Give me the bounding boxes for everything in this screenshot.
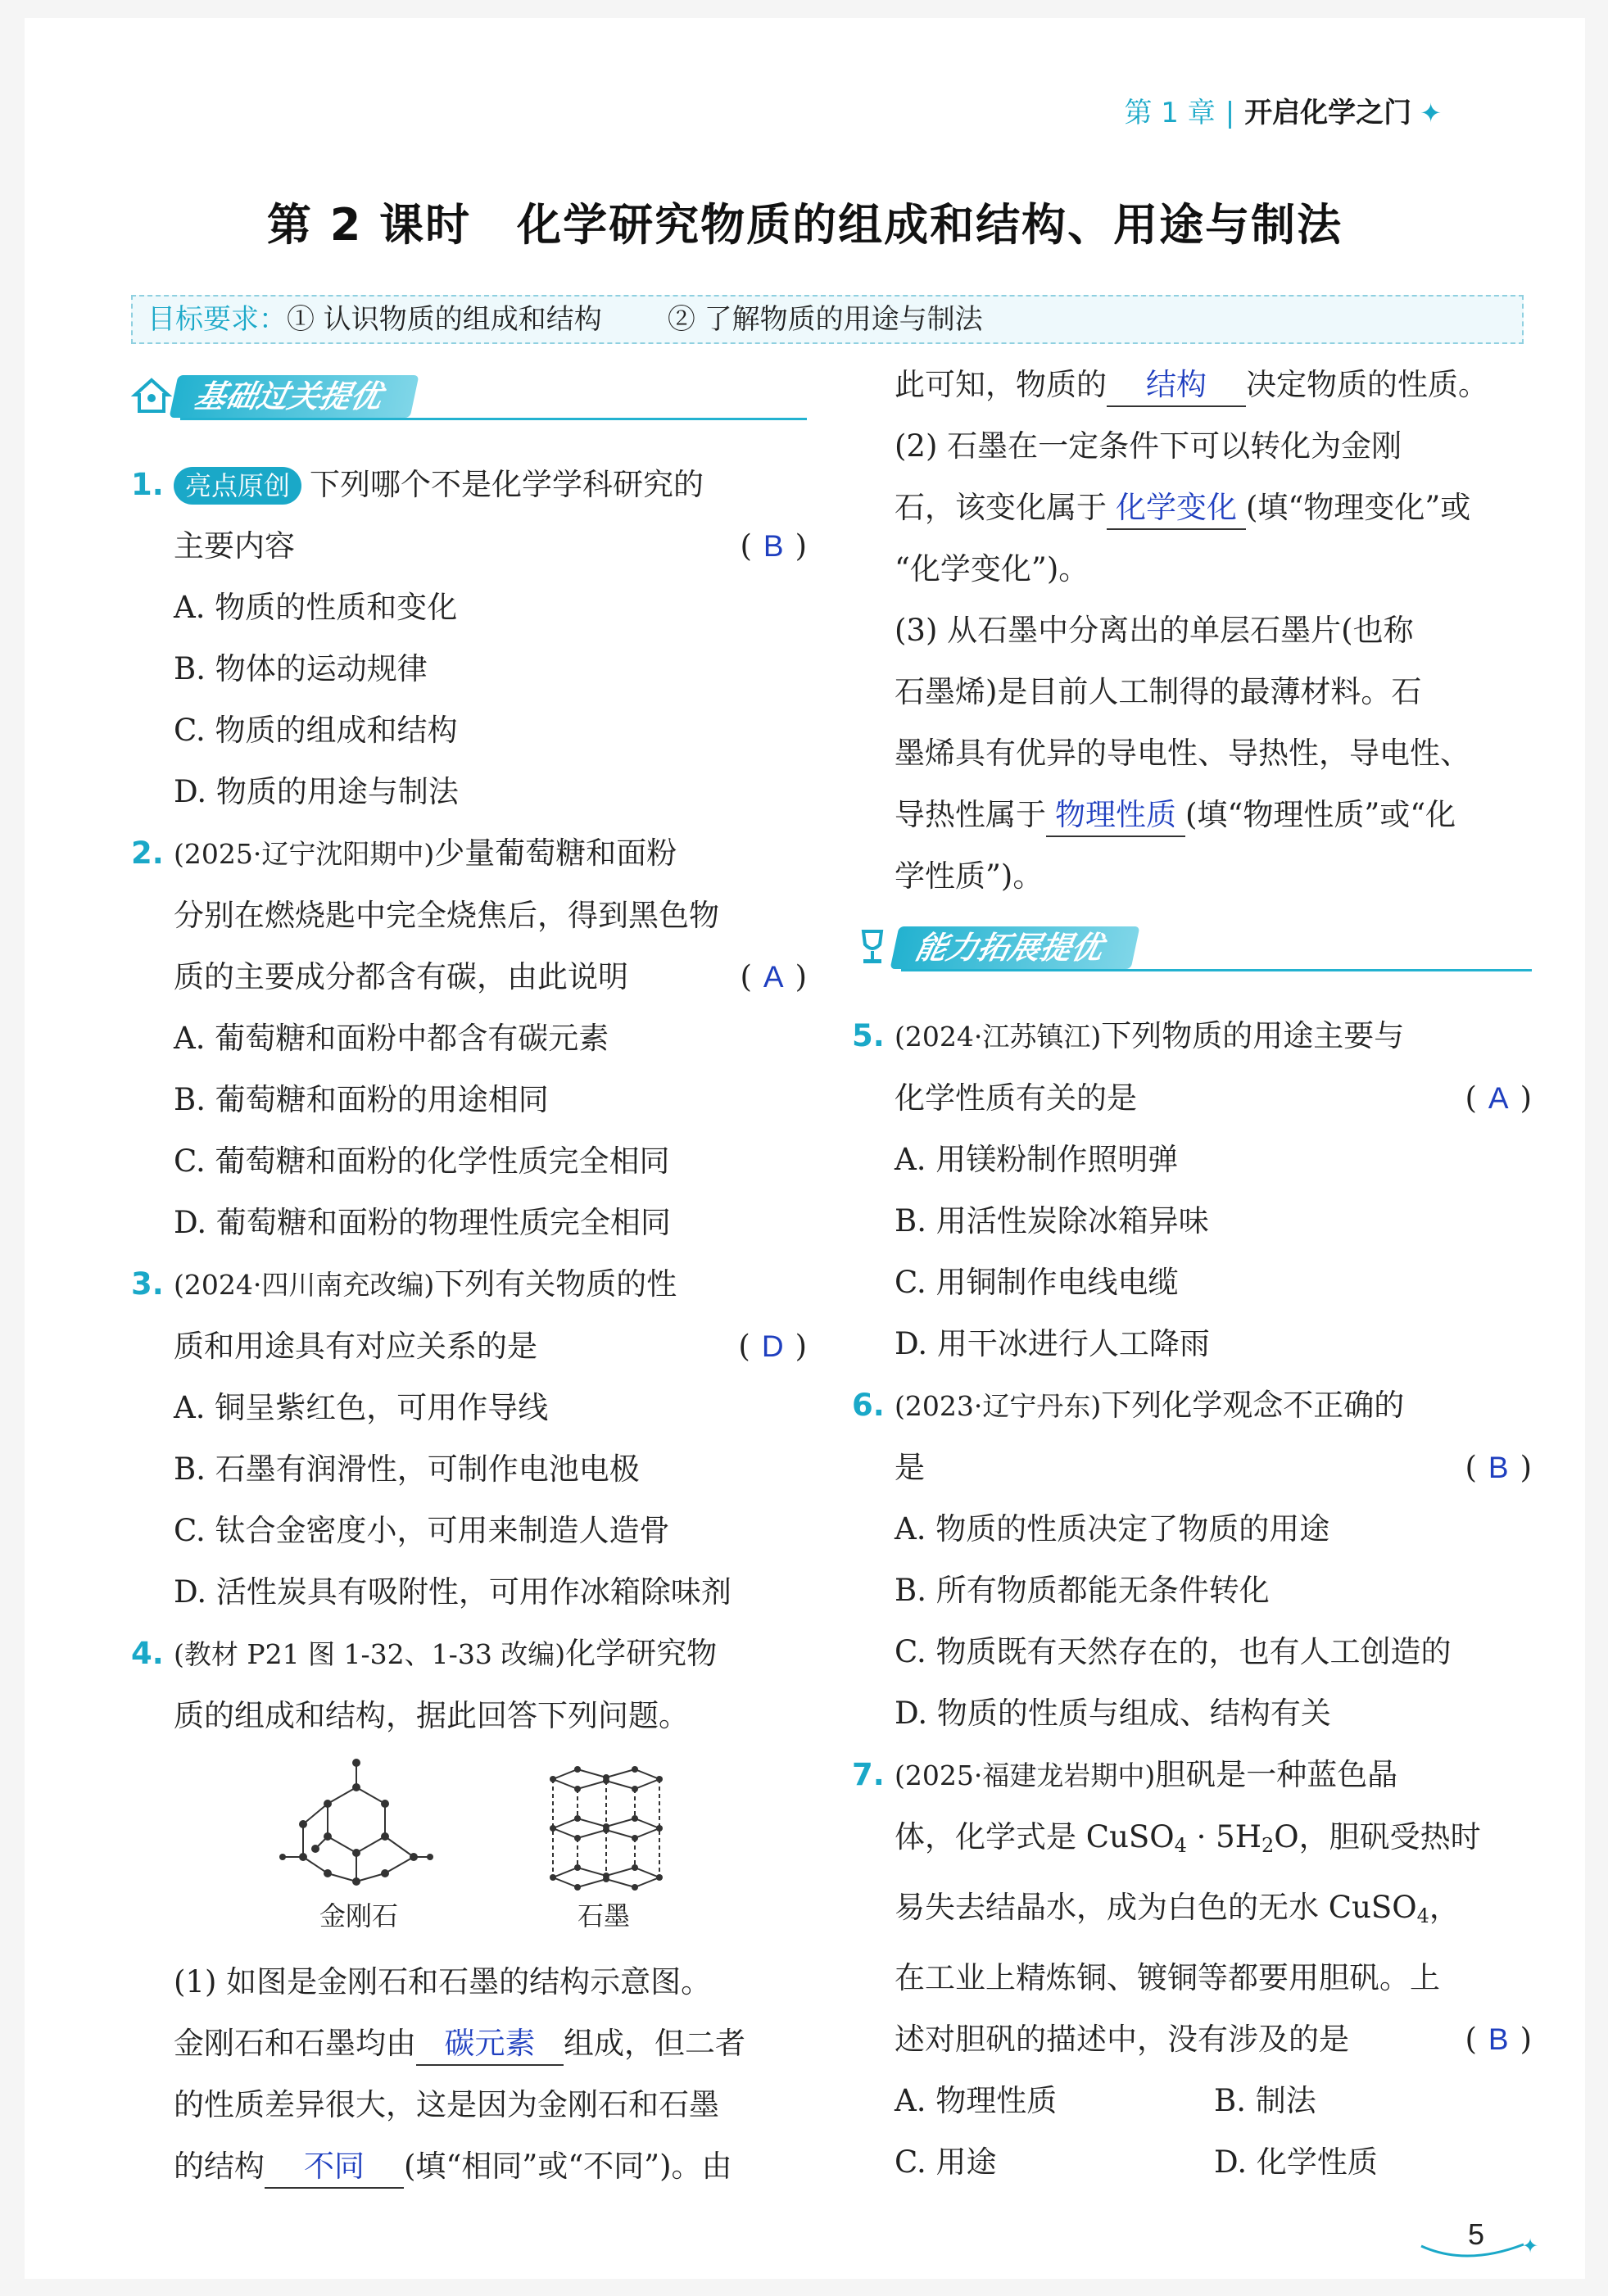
question-2: [131, 822, 807, 1008]
lesson-title: 第 2 课时 化学研究物质的组成和结构、用途与制法: [266, 199, 1343, 251]
section-underline: [901, 969, 1532, 971]
chapter-name: 开启化学之门: [1244, 97, 1412, 129]
answer-blank: 结构: [1107, 365, 1246, 407]
question-text: 墨烯具有优异的导电性、导热性，导电性、: [895, 736, 1470, 771]
text-segment: 金刚石和石墨均由: [174, 2026, 416, 2061]
question-stem: 分别在燃烧匙中完全烧焦后，得到黑色物: [174, 898, 719, 933]
chapter-number: 第 1 章: [1124, 97, 1216, 129]
question-text: 学性质”)。: [895, 858, 1044, 894]
question-stem: 下列哪个不是化学学科研究的: [310, 467, 704, 502]
answer: B: [1488, 1451, 1509, 1484]
text-segment: 此可知，物质的: [895, 367, 1107, 402]
text-segment: 体，化学式是 CuSO: [895, 1819, 1175, 1854]
option: C. 物质既有天然存在的，也有人工创造的: [895, 1634, 1452, 1669]
option: D. 化学性质: [1214, 2144, 1378, 2180]
text-segment: (填“相同”或“不同”)。由: [404, 2149, 732, 2184]
question-stem: 述对胆矾的描述中，没有涉及的是: [895, 2022, 1349, 2057]
answer-blank: 物理性质: [1046, 795, 1185, 837]
section-header-basic: [131, 372, 807, 421]
svg-text:✦: ✦: [1522, 2235, 1539, 2258]
question-text: [852, 354, 1532, 415]
question-stem: 质和用途具有对应关系的是: [174, 1329, 537, 1364]
answer-bracket: ( A ): [1465, 1080, 1532, 1116]
question-text: [852, 784, 1532, 845]
page-number-text: 5: [1468, 2217, 1485, 2251]
answer-bracket: ( B ): [740, 528, 807, 564]
text-segment: 导热性属于: [895, 797, 1046, 832]
question-text: [131, 2013, 807, 2074]
goal-label: 目标要求：: [147, 303, 287, 336]
section-title-advanced: 能力拓展提优: [890, 926, 1139, 969]
answer-bracket: ( B ): [1465, 2022, 1532, 2057]
question-number: 7.: [852, 1757, 885, 1792]
option: B. 制法: [1214, 2083, 1316, 2118]
question-stem: [895, 1877, 1532, 1947]
option: A. 铜呈紫红色，可用作导线: [174, 1390, 549, 1425]
question-stem: 下列有关物质的性: [434, 1266, 677, 1302]
option: A. 物质的性质和变化: [174, 590, 458, 625]
option: D. 用干冰进行人工降雨: [895, 1326, 1210, 1361]
question-number: 2.: [131, 836, 164, 871]
question-text: “化学变化”)。: [895, 551, 1089, 586]
question-text: (1) 如图是金刚石和石墨的结构示意图。: [174, 1964, 712, 1999]
answer-blank: 化学变化: [1107, 487, 1246, 530]
question-source: (2023·辽宁丹东): [895, 1390, 1102, 1422]
text-segment: 易失去结晶水，成为白色的无水 CuSO: [895, 1890, 1417, 1925]
option: C. 钛合金密度小，可用来制造人造骨: [174, 1513, 670, 1548]
goal-item-2: ② 了解物质的用途与制法: [667, 303, 983, 336]
question-stem: 化学性质有关的是: [895, 1080, 1137, 1116]
option: B. 用活性炭除冰箱异味: [895, 1203, 1209, 1239]
answer-bracket: ( A ): [740, 959, 807, 994]
question-7: [852, 1744, 1532, 2070]
goal-item-1: ① 认识物质的组成和结构: [287, 303, 602, 336]
subscript: 2: [1261, 1834, 1275, 1857]
question-stem: 在工业上精炼铜、镀铜等都要用胆矾。上: [895, 1960, 1440, 1995]
header-separator: |: [1225, 97, 1235, 129]
option-row: [852, 2070, 1532, 2131]
text-segment: 石，该变化属于: [895, 490, 1107, 525]
question-1: [131, 454, 807, 577]
answer-blank: 不同: [265, 2146, 404, 2189]
question-number: 3.: [131, 1266, 164, 1302]
question-stem: [895, 1806, 1532, 1877]
text-segment: (填“物理性质”或“化: [1185, 797, 1456, 832]
page-swoosh-icon: [1417, 2230, 1540, 2262]
question-number: 4.: [131, 1636, 164, 1671]
option: D. 物质的用途与制法: [174, 774, 459, 809]
question-source: (2025·福建龙岩期中): [895, 1759, 1156, 1791]
text-segment: 的结构: [174, 2149, 265, 2184]
question-stem: 质的主要成分都含有碳，由此说明: [174, 959, 628, 994]
right-column: [852, 354, 1532, 2193]
diamond-label: 金刚石: [319, 1900, 399, 1931]
section-header-advanced: [852, 923, 1532, 972]
subscript: 4: [1416, 1904, 1429, 1927]
question-4: [131, 1623, 807, 1746]
left-column: [131, 372, 807, 2197]
question-stem: 下列化学观念不正确的: [1101, 1388, 1405, 1423]
question-text: [131, 2135, 807, 2197]
question-stem: 化学研究物: [565, 1636, 718, 1671]
question-5: [852, 1005, 1532, 1129]
text-segment: (填“物理变化”或: [1246, 490, 1471, 525]
text-segment: 组成，但二者: [564, 2026, 745, 2061]
question-source: (2025·辽宁沈阳期中): [174, 838, 435, 870]
page: [25, 18, 1585, 2279]
option: B. 石墨有润滑性，可制作电池电极: [174, 1451, 640, 1487]
option: A. 用镁粉制作照明弹: [895, 1142, 1179, 1177]
option: C. 用铜制作电线电缆: [895, 1265, 1179, 1300]
graphite-structure-diagram: [545, 1763, 668, 1894]
option: A. 物质的性质决定了物质的用途: [895, 1511, 1330, 1547]
graphite-label: 石墨: [578, 1900, 631, 1931]
option: D. 活性炭具有吸附性，可用作冰箱除味剂: [174, 1574, 732, 1610]
subscript: 4: [1174, 1834, 1187, 1857]
answer: B: [763, 529, 784, 563]
question-stem: 是: [895, 1450, 925, 1485]
question-text: (3) 从石墨中分离出的单层石墨片(也称: [895, 613, 1414, 648]
option: B. 物体的运动规律: [174, 651, 428, 686]
question-text: 的性质差异很大，这是因为金刚石和石墨: [174, 2087, 719, 2122]
option: C. 用途: [895, 2144, 997, 2180]
option: B. 葡萄糖和面粉的用途相同: [174, 1082, 549, 1117]
house-icon: [131, 375, 172, 416]
question-source: (2024·江苏镇江): [895, 1021, 1102, 1053]
option: C. 葡萄糖和面粉的化学性质完全相同: [174, 1143, 670, 1179]
section-underline: [180, 418, 807, 420]
original-tag: 亮点原创: [174, 467, 301, 505]
question-stem: 主要内容: [174, 528, 295, 564]
question-number: 6.: [852, 1388, 885, 1423]
question-source: (2024·四川南充改编): [174, 1269, 435, 1301]
question-text: [852, 477, 1532, 538]
question-number: 5.: [852, 1018, 885, 1053]
option: A. 物理性质: [895, 2083, 1058, 2118]
text-segment: O，胆矾受热时: [1274, 1819, 1481, 1854]
structure-figure: [131, 1746, 807, 1951]
option: B. 所有物质都能无条件转化: [895, 1573, 1270, 1608]
chapter-header: [1124, 90, 1442, 130]
question-3: [131, 1253, 807, 1377]
text-segment: · 5H: [1186, 1819, 1261, 1854]
text-segment: 决定物质的性质。: [1246, 367, 1488, 402]
sparkle-icon: ✦: [1420, 97, 1442, 129]
question-stem: 少量葡萄糖和面粉: [434, 836, 677, 871]
answer: D: [761, 1329, 784, 1363]
option: C. 物质的组成和结构: [174, 713, 458, 748]
section-title-basic: 基础过关提优: [169, 375, 419, 418]
option: D. 物质的性质与组成、结构有关: [895, 1696, 1331, 1731]
goal-box: [131, 295, 1524, 344]
question-stem: 胆矾是一种蓝色晶: [1155, 1757, 1398, 1792]
question-stem: 质的组成和结构，据此回答下列问题。: [174, 1698, 689, 1733]
diamond-structure-diagram: [279, 1755, 434, 1898]
question-number: 1.: [131, 467, 164, 502]
question-text: 石墨烯)是目前人工制得的最薄材料。石: [895, 674, 1422, 709]
answer: A: [763, 960, 784, 994]
answer-bracket: ( B ): [1465, 1450, 1532, 1485]
trophy-icon: [852, 926, 893, 967]
question-6: [852, 1374, 1532, 1498]
answer: B: [1488, 2022, 1509, 2056]
option: D. 葡萄糖和面粉的物理性质完全相同: [174, 1205, 671, 1240]
question-stem: 下列物质的用途主要与: [1101, 1018, 1405, 1053]
answer-bracket: ( D ): [738, 1329, 807, 1364]
question-source: (教材 P21 图 1-32、1-33 改编): [174, 1638, 566, 1670]
question-text: (2) 石墨在一定条件下可以转化为金刚: [895, 428, 1402, 464]
answer: A: [1488, 1081, 1509, 1115]
option-row: [852, 2131, 1532, 2193]
text-segment: ，: [1429, 1890, 1460, 1925]
option: A. 葡萄糖和面粉中都含有碳元素: [174, 1021, 609, 1056]
answer-blank: 碳元素: [416, 2023, 564, 2066]
